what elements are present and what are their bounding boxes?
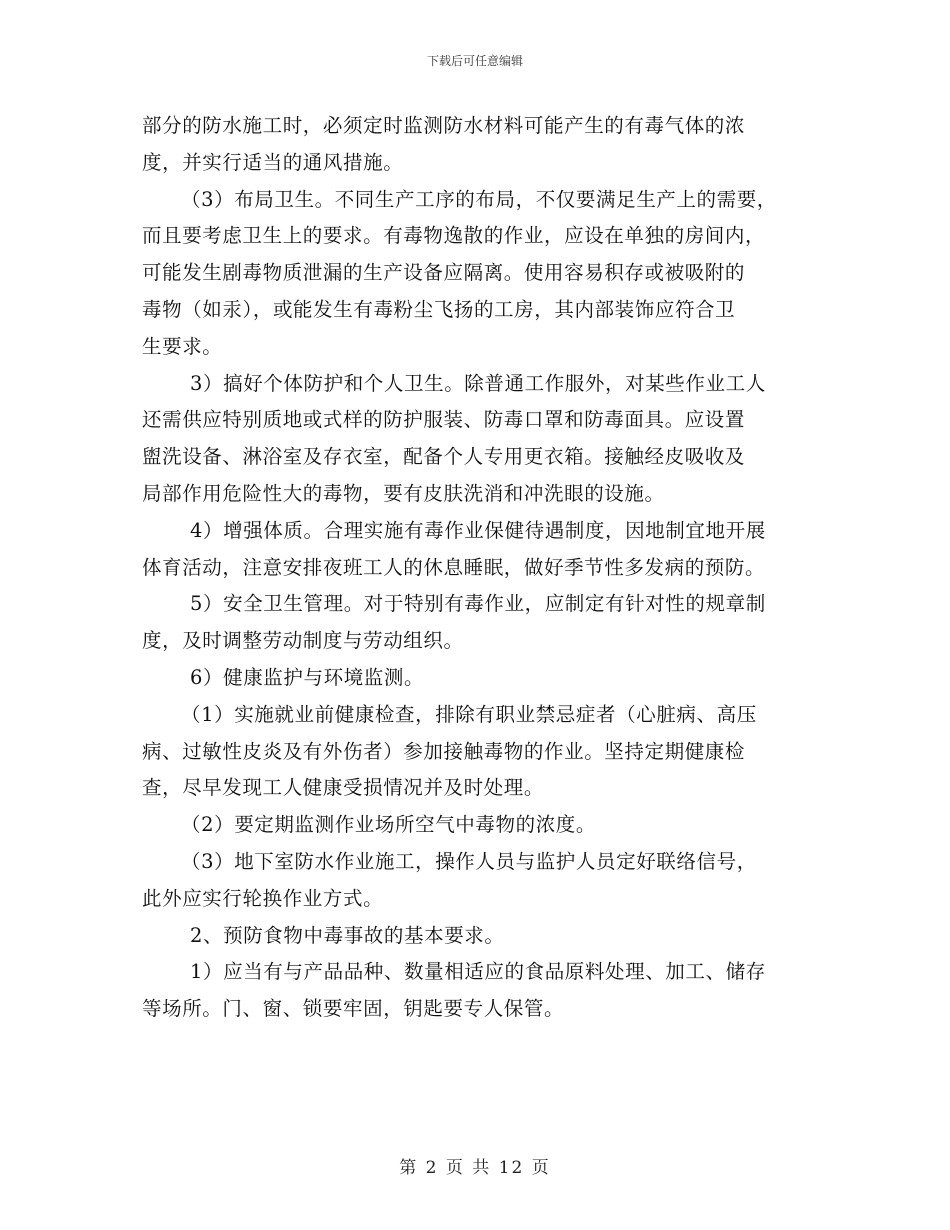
text-line: 3）搞好个体防护和个人卫生。除普通工作服外，对某些作业工人 (190, 371, 766, 395)
paragraph (142, 734, 812, 808)
paragraph (142, 366, 812, 403)
text-line: 可能发生剧毒物质泄漏的生产设备应隔离。使用容易积存或被吸附的 (142, 261, 746, 285)
text-line: （3）布局卫生。不同生产工序的布局，不仅要满足生产上的需要， (181, 187, 777, 211)
text-line: 等场所。门、窗、锁要牢固，钥匙要专人保管。 (142, 997, 565, 1021)
text-line: 体育活动，注意安排夜班工人的休息睡眠，做好季节性多发病的预防。 (142, 555, 766, 579)
paragraph (142, 182, 812, 219)
text-line: 盥洗设备、淋浴室及存衣室，配备个人专用更衣箱。接触经皮吸收及 (142, 445, 746, 469)
page-header: 下载后可任意编辑 (426, 54, 523, 68)
text-line: 病、过敏性皮炎及有外伤者）参加接触毒物的作业。坚持定期健康检 (142, 739, 746, 763)
document-body (142, 108, 812, 1028)
text-line: 还需供应特别质地或式样的防护服装、防毒口罩和防毒面具。应设置 (142, 408, 746, 432)
text-line: 而且要考虑卫生上的要求。有毒物逸散的作业，应设在单独的房间内， (142, 224, 766, 248)
text-line: 度，及时调整劳动制度与劳动组织。 (142, 629, 464, 653)
paragraph (142, 881, 812, 918)
paragraph (142, 218, 812, 365)
paragraph (142, 991, 812, 1028)
text-line: 度，并实行适当的通风措施。 (142, 150, 404, 174)
paragraph (142, 660, 812, 697)
paragraph (142, 402, 812, 512)
text-line: 6）健康监护与环境监测。 (190, 665, 425, 689)
text-line: 此外应实行轮换作业方式。 (142, 886, 384, 910)
text-line: 查，尽早发现工人健康受损情况并及时处理。 (142, 776, 545, 800)
paragraph (142, 954, 812, 991)
page-number-footer: 第 2 页 共 12 页 (399, 1158, 551, 1178)
text-line: 生要求。 (142, 334, 223, 358)
text-line: 局部作用危险性大的毒物，要有皮肤洗消和冲洗眼的设施。 (142, 481, 665, 505)
text-line: 毒物（如汞），或能发生有毒粉尘飞扬的工房，其内部装饰应符合卫 (142, 297, 736, 321)
text-line: 5）安全卫生管理。对于特别有毒作业，应制定有针对性的规章制 (190, 592, 766, 616)
paragraph (142, 918, 812, 955)
text-line: （2）要定期监测作业场所空气中毒物的浓度。 (181, 813, 597, 837)
text-line: 1）应当有与产品品种、数量相适应的食品原料处理、加工、储存 (190, 960, 766, 984)
text-line: （1）实施就业前健康检查，排除有职业禁忌症者（心脏病、高压 (181, 702, 757, 726)
paragraph (142, 844, 812, 881)
paragraph (142, 807, 812, 844)
text-line: 2、预防食物中毒事故的基本要求。 (190, 923, 505, 947)
paragraph (142, 697, 812, 734)
paragraph (142, 623, 812, 660)
text-line: （3）地下室防水作业施工，操作人员与监护人员定好联络信号， (181, 849, 757, 873)
paragraph (142, 586, 812, 623)
text-line: 4）增强体质。合理实施有毒作业保健待遇制度，因地制宜地开展 (190, 518, 766, 542)
paragraph (142, 108, 812, 182)
text-line: 部分的防水施工时，必须定时监测防水材料可能产生的有毒气体的浓 (142, 114, 746, 137)
paragraph (142, 550, 812, 587)
paragraph (142, 513, 812, 550)
